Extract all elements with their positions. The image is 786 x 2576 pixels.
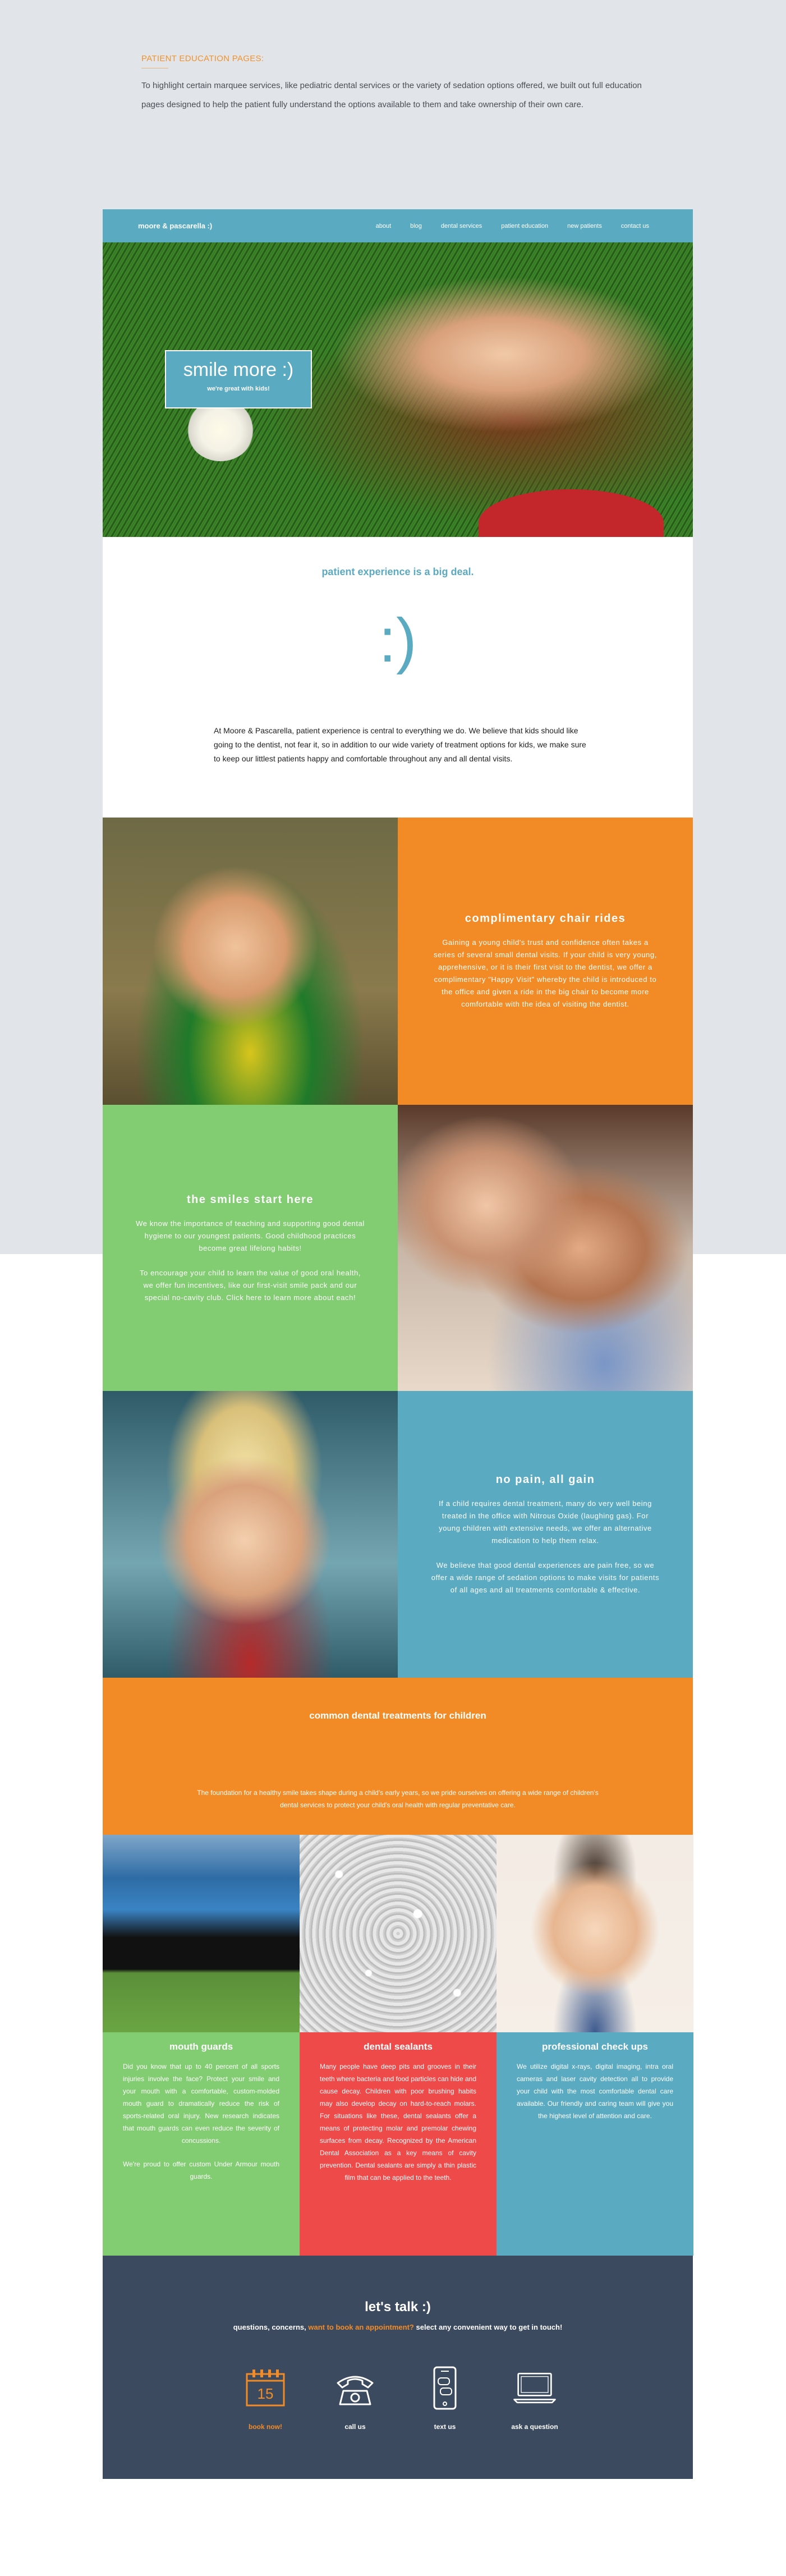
row-chair-rides	[103, 818, 693, 1105]
intro-title: PATIENT EDUCATION PAGES:	[141, 54, 264, 63]
hero-flower	[187, 400, 254, 461]
photo-boy-laughing	[103, 818, 398, 1105]
call-us-action[interactable]	[321, 2366, 389, 2431]
experience-title: patient experience is a big deal.	[321, 566, 474, 577]
common-treatments-text: The foundation for a healthy smile takes shape during a child's early years, so we pride ourselves on offering a wide range of children's dental services to protect your child's oral health with regular preventative care.	[197, 1789, 599, 1809]
smiles-start-text-2[interactable]: To encourage your child to learn the value of good oral health, we offer fun incentives, like our first-visit smile pack and our special no-cavity club. Click here to learn more about each!	[139, 1268, 361, 1302]
common-treatments-section	[103, 1678, 693, 1835]
lets-talk-section	[103, 2256, 693, 2479]
hero-badge-subtitle: we're great with kids!	[207, 385, 270, 392]
brand-logo-link[interactable]: moore & pascarella :)	[138, 222, 213, 230]
hero-image-girl-laughing	[103, 242, 693, 537]
photo-toddler-laughing	[497, 1835, 693, 2032]
ask-question-action[interactable]	[501, 2366, 568, 2431]
patient-experience-section	[103, 537, 693, 818]
lets-talk-sub-after: select any convenient way to get in touch!	[416, 2323, 563, 2331]
no-pain-text-2: We believe that good dental experiences are pain free, so we offer a wide range of sedation options to make visits for patients of all ages and all treatments comfortable & effective.	[431, 1560, 660, 1594]
lets-talk-subtitle	[103, 2323, 693, 2331]
calendar-day: 15	[257, 2385, 274, 2402]
chair-rides-panel	[398, 818, 693, 1105]
nav-links	[376, 223, 649, 229]
photo-father-and-child	[398, 1105, 693, 1392]
photo-water-droplets	[300, 1835, 497, 2032]
photo-soccer-player	[103, 1835, 300, 2032]
treatment-mouth-guards	[103, 1835, 300, 2256]
ask-question-label: ask a question	[511, 2423, 558, 2431]
nav-link-new-patients[interactable]: new patients	[567, 222, 602, 229]
hero-red-dress	[479, 489, 664, 537]
text-us-action[interactable]	[411, 2366, 479, 2431]
intro-section	[141, 54, 646, 114]
call-us-label: call us	[344, 2423, 366, 2431]
treatments-grid	[103, 1835, 693, 2256]
no-pain-title: no pain, all gain	[495, 1473, 595, 1486]
lets-talk-sub-before: questions, concerns,	[233, 2323, 306, 2331]
common-treatments-title: common dental treatments for children	[309, 1710, 486, 1721]
row-smiles-start	[103, 1105, 693, 1392]
book-appointment-link[interactable]: want to book an appointment?	[308, 2323, 414, 2331]
text-us-label: text us	[434, 2423, 456, 2431]
nav-link-dental-services[interactable]: dental services	[440, 222, 482, 229]
nav-link-blog[interactable]: blog	[410, 222, 422, 229]
hero-badge	[165, 350, 312, 408]
photo-blond-boy-smiling	[103, 1391, 398, 1678]
smiles-start-text-1: We know the importance of teaching and supporting good dental hygiene to our youngest patients. Good childhood practices become great lifelong habits!	[136, 1219, 365, 1252]
treatment-check-ups	[497, 1835, 693, 2256]
smile-emoticon: :)	[379, 606, 417, 675]
check-ups-panel	[497, 2032, 693, 2256]
nav-link-about[interactable]: about	[375, 222, 392, 229]
calendar-icon	[243, 2366, 288, 2410]
lets-talk-title: let's talk :)	[365, 2299, 431, 2315]
hero-badge-title: smile more :)	[183, 359, 294, 380]
mouth-guards-text: Did you know that up to 40 percent of all sports injuries involve the face? Protect your smile and your mouth with a comfortable, custom-molded mouth guard to dramatically reduce the risk of sports-related oral injury. New research indicates that mouth guards can even reduce the severity of concussions.	[123, 2063, 279, 2145]
check-ups-title: professional check ups	[542, 2041, 648, 2052]
book-now-label: book now!	[249, 2423, 282, 2431]
chair-rides-text: Gaining a young child's trust and confidence often takes a series of several small dental visits. If your child is very young, apprehensive, or it is their first visit to the dentist, we offer a complimentary "Happy Visit" whereby the child is introduced to the office and given a ride in the big chair to become more comfortable with the idea of visiting the dentist.	[434, 938, 657, 1008]
mobile-chat-icon	[422, 2366, 467, 2410]
mouth-guards-panel	[103, 2032, 300, 2256]
smiles-start-panel	[103, 1105, 398, 1392]
contact-actions	[232, 2366, 568, 2431]
no-pain-text-1: If a child requires dental treatment, many do very well being treated in the office with Nitrous Oxide (laughing gas). For young children with extensive needs, we offer an alternative medication to help them relax.	[439, 1499, 652, 1545]
laptop-icon	[512, 2366, 557, 2410]
no-pain-panel	[398, 1391, 693, 1678]
nav-link-contact-us[interactable]: contact us	[620, 222, 649, 229]
book-now-action[interactable]	[232, 2366, 299, 2431]
check-ups-text: We utilize digital x-rays, digital imaging, intra oral cameras and laser cavity detection all to provide your child with the most comfortable dental care available. Our friendly and caring team will give you the highest level of attention and care.	[517, 2063, 673, 2120]
experience-text: At Moore & Pascarella, patient experience is central to everything we do. We believe that kids should like going to the dentist, not fear it, so in addition to our wide variety of treatment options for kids, we make sure to keep our littlest patients happy and comfortable throughout any and all dental visits.	[214, 726, 586, 763]
intro-text: To highlight certain marquee services, like pediatric dental services or the variety of sedation options offered, we built out full education pages designed to help the patient fully understand the options available to them and take ownership of their own care.	[141, 81, 642, 109]
chair-rides-title: complimentary chair rides	[465, 912, 626, 925]
nav-link-patient-education[interactable]: patient education	[501, 222, 549, 229]
dental-sealants-title: dental sealants	[364, 2041, 433, 2052]
row-no-pain	[103, 1391, 693, 1678]
website-mockup	[103, 209, 693, 2479]
smiles-start-title: the smiles start here	[186, 1193, 314, 1206]
mouth-guards-note: We're proud to offer custom Under Armour mouth guards.	[123, 2160, 279, 2180]
top-navigation	[103, 209, 693, 242]
dental-sealants-panel	[300, 2032, 497, 2256]
treatment-dental-sealants	[300, 1835, 497, 2256]
mouth-guards-title: mouth guards	[169, 2041, 233, 2052]
dental-sealants-text: Many people have deep pits and grooves in their teeth where bacteria and food particles can hide and cause decay. Children with poor brushing habits may also develop decay on hard-to-reach molars. For situations like these, dental sealants offer a means of protecting molar and premolar chewing surfaces from decay. Recognized by the American Dental Association as a key means of cavity prevention. Dental sealants are simply a thin plastic film that can be applied to the teeth.	[320, 2063, 476, 2182]
phone-icon	[333, 2366, 378, 2410]
